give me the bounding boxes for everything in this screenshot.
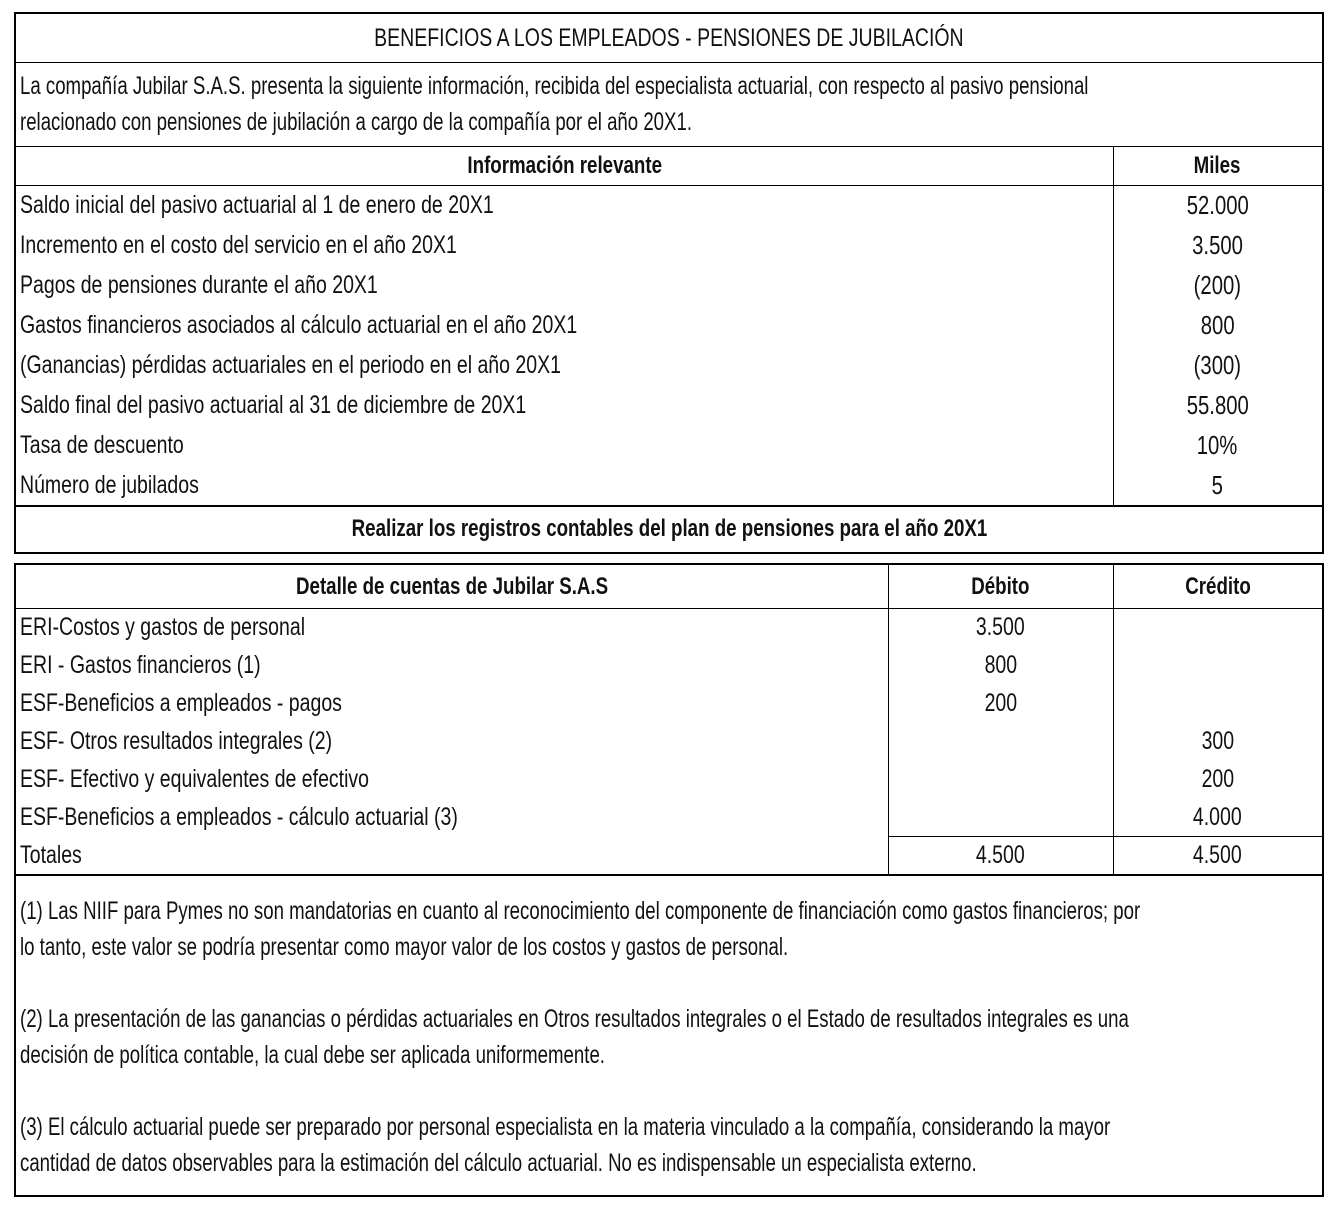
info-row-label: Gastos financieros asociados al cálculo actuarial en el año 20X1 [20, 310, 578, 339]
entries-header-credit-cell [1113, 565, 1322, 608]
info-header-value-cell [1113, 146, 1322, 185]
totals-credit-cell [1113, 836, 1322, 874]
entry-debit: 800 [984, 650, 1017, 679]
info-row-value-cell [1113, 305, 1322, 345]
info-row-label-cell [16, 425, 1113, 465]
note-line: decisión de política contable, la cual debe ser aplicada uniformemente. [20, 1041, 605, 1069]
entries-header-debit: Débito [971, 572, 1030, 600]
entry-account: ESF- Otros resultados integrales (2) [20, 726, 333, 755]
divider [16, 62, 1322, 63]
document-title: BENEFICIOS A LOS EMPLEADOS - PENSIONES DE JUBILACIÓN [374, 23, 964, 52]
info-header-value: Miles [1194, 151, 1241, 179]
entry-account: ESF-Beneficios a empleados - pagos [20, 688, 342, 717]
info-row-value: 52.000 [1186, 189, 1249, 220]
totals-credit: 4.500 [1193, 840, 1242, 869]
entry-credit: 4.000 [1193, 802, 1242, 831]
document-title-cell [16, 14, 1322, 62]
divider [16, 874, 1322, 876]
note-line: (1) Las NIIF para Pymes no son mandatorias en cuanto al reconocimiento del componente de financiación como gastos financieros; por [20, 897, 1141, 925]
info-row-label-cell [16, 345, 1113, 385]
info-header-description: Información relevante [467, 151, 662, 179]
info-row-label: (Ganancias) pérdidas actuariales en el periodo en el año 20X1 [20, 350, 561, 379]
info-row-value-cell [1113, 225, 1322, 265]
info-row-value-cell [1113, 185, 1322, 225]
info-row-value-cell [1113, 425, 1322, 465]
entry-debit-cell [888, 760, 1113, 798]
totals-label-cell [16, 836, 888, 874]
note-line: cantidad de datos observables para la estimación del cálculo actuarial. No es indispensable un especialista externo. [20, 1149, 977, 1177]
entry-account-cell [16, 722, 888, 760]
info-row-value: 3.500 [1192, 229, 1243, 260]
info-row-label: Saldo inicial del pasivo actuarial al 1 de enero de 20X1 [20, 190, 494, 219]
entry-debit: 3.500 [976, 612, 1025, 641]
note-line: (3) El cálculo actuarial puede ser preparado por personal especialista en la materia vinculado a la compañía, considerando la mayor [20, 1113, 1111, 1141]
totals-debit: 4.500 [976, 840, 1025, 869]
info-row-label: Tasa de descuento [20, 430, 184, 459]
entries-header-account: Detalle de cuentas de Jubilar S.A.S [295, 572, 609, 600]
info-row-value: 800 [1200, 309, 1235, 340]
entry-account-cell [16, 798, 888, 836]
info-row-value: (200) [1193, 269, 1242, 300]
totals-label: Totales [20, 840, 82, 869]
note-3 [20, 1109, 1318, 1181]
entry-debit-cell [888, 798, 1113, 836]
info-row-value-cell [1113, 265, 1322, 305]
info-row-label-cell [16, 225, 1113, 265]
entry-account: ESF- Efectivo y equivalentes de efectivo [20, 764, 370, 793]
totals-debit-cell [888, 836, 1113, 874]
info-row-label-cell [16, 265, 1113, 305]
info-header-description-cell [16, 146, 1113, 185]
info-row-value: 10% [1197, 429, 1238, 460]
note-2 [20, 1001, 1318, 1073]
entry-account-cell [16, 760, 888, 798]
entries-header-credit: Crédito [1184, 572, 1251, 600]
entries-panel [14, 563, 1324, 1197]
entry-credit: 300 [1201, 726, 1234, 755]
info-row-value-cell [1113, 465, 1322, 505]
info-row-label-cell [16, 185, 1113, 225]
instruction-text: Realizar los registros contables del plan de pensiones para el año 20X1 [351, 514, 987, 542]
note-line: (2) La presentación de las ganancias o pérdidas actuariales en Otros resultados integrales o el Estado de resultados integrales es una [20, 1005, 1129, 1033]
note-line: lo tanto, este valor se podría presentar como mayor valor de los costos y gastos de personal. [20, 933, 789, 961]
entry-debit-cell [888, 646, 1113, 684]
entry-account-cell [16, 608, 888, 646]
info-panel [14, 12, 1324, 554]
entry-account: ERI-Costos y gastos de personal [20, 612, 306, 641]
entry-credit-cell [1113, 798, 1322, 836]
entry-account-cell [16, 684, 888, 722]
entries-header-account-cell [16, 565, 888, 608]
entries-header-debit-cell [888, 565, 1113, 608]
entry-debit: 200 [984, 688, 1017, 717]
info-row-label: Incremento en el costo del servicio en el año 20X1 [20, 230, 457, 259]
entry-account: ESF-Beneficios a empleados - cálculo actuarial (3) [20, 802, 458, 831]
entry-debit-cell [888, 608, 1113, 646]
info-row-value: (300) [1193, 349, 1242, 380]
info-row-label: Saldo final del pasivo actuarial al 31 de diciembre de 20X1 [20, 390, 527, 419]
info-row-value-cell [1113, 345, 1322, 385]
entry-credit-cell [1113, 722, 1322, 760]
intro-paragraph [20, 68, 1318, 140]
entry-account: ERI - Gastos financieros (1) [20, 650, 261, 679]
entry-credit: 200 [1201, 764, 1234, 793]
entry-debit-cell [888, 722, 1113, 760]
intro-line: relacionado con pensiones de jubilación a cargo de la compañía por el año 20X1. [20, 108, 693, 136]
info-row-label-cell [16, 465, 1113, 505]
note-1 [20, 893, 1318, 965]
entry-debit-cell [888, 684, 1113, 722]
info-row-label-cell [16, 385, 1113, 425]
info-row-label: Número de jubilados [20, 470, 199, 499]
info-row-label: Pagos de pensiones durante el año 20X1 [20, 270, 378, 299]
info-row-value: 55.800 [1186, 389, 1249, 420]
info-row-label-cell [16, 305, 1113, 345]
entry-credit-cell [1113, 760, 1322, 798]
intro-line: La compañía Jubilar S.A.S. presenta la siguiente información, recibida del especialista actuarial, con respecto al pasivo pensional [20, 72, 1089, 100]
entry-credit-cell [1113, 608, 1322, 646]
entry-account-cell [16, 646, 888, 684]
info-row-value-cell [1113, 385, 1322, 425]
entry-credit-cell [1113, 684, 1322, 722]
entry-credit-cell [1113, 646, 1322, 684]
info-row-value: 5 [1211, 469, 1224, 500]
instruction-cell [16, 505, 1322, 552]
